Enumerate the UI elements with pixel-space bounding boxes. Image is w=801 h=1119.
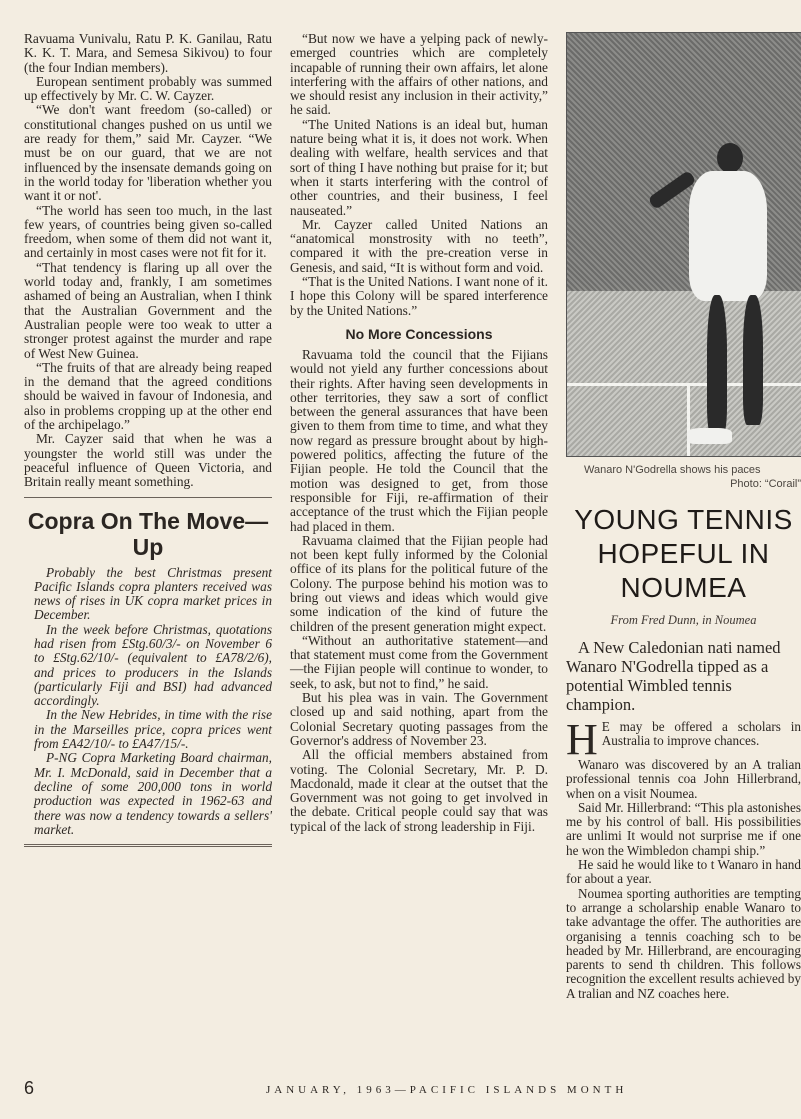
paragraph: He said he would like to t Wanaro in hand for about a year.	[566, 857, 801, 887]
divider	[24, 844, 272, 847]
player-leg	[743, 295, 763, 425]
player-shirt	[689, 171, 767, 301]
paragraph: European sentiment probably was summed up effectively by Mr. C. W. Cayzer.	[24, 73, 272, 104]
paragraph: Mr. Cayzer called United Nations an “anatomical monstrosity with no teeth”, compared it with the pre-creation verse in Genesis, and said, “It is without form and void.	[290, 216, 548, 275]
paragraph: Ravuama told the council that the Fijians would not yield any further concessions about their rights. After having seen developments in other territories, they saw a sort of conflict between the general assurances that have been given to them from time to time, and what they now regard as pressure brought about by high-powered politics, affecting the future of the Fijian people. He told the Council that the motion was designed to get, from those responsible for Fiji, re-affirmation of their acceptance of the trust which the Fijian people had placed in them.	[290, 346, 548, 534]
lead-paragraph: A New Caledonian nati named Wanaro N'Godrella tipped as a potential Wimbled tennis champion.	[566, 638, 781, 714]
paragraph: Noumea sporting authorities are tempting to arrange a scholarship enable Wanaro to take advantage the offer. The authorities are organising a tennis coaching sch to be headed by Mr. Hillerbrand, are encouraging parents to send th children. This follows recognition the excellent results achieved by A tralian and NZ coaches here.	[566, 885, 801, 1001]
paragraph: But his plea was in vain. The Government closed up and said nothing, apart from the Colonial Secretary quoting passages from the Governor's address of November 23.	[290, 690, 548, 748]
sidebar-paragraph: In the week before Christmas, quotations had risen from £Stg.60/3/- on November 6 to £Stg.62/10/- (equivalent to £A78/2/6), and prices to producers in the Islands (particularly Fiji and BSI) had advanced accordingly.	[34, 621, 272, 709]
sidebar-paragraph: In the New Hebrides, in time with the rise in the Marseilles price, copra prices went from £A42/10/- to £A47/15/-.	[34, 707, 272, 752]
player-shoe	[687, 428, 732, 444]
paragraph: “Without an authoritative statement—and that statement must come from the Government—the Fijian people will continue to wonder, to seek, to ask, but not to find,” he said.	[290, 632, 548, 691]
sidebar-paragraph: Probably the best Christmas present Pacific Islands copra planters received was news of rises in UK copra market prices in December.	[34, 564, 272, 623]
page-number: 6	[24, 1078, 35, 1098]
paragraph: Wanaro was discovered by an A tralian professional tennis coa John Hillerbrand, when on a visit Noumea.	[566, 757, 801, 801]
copra-sidebar	[24, 508, 272, 838]
court-line	[567, 383, 801, 386]
page-footer	[24, 1078, 801, 1106]
paragraph: Said Mr. Hillerbrand: “This pla astonishes me by his control of ball. His possibilities are unlimi It would not surprise me if one he won the Wimbledon champi ship.”	[566, 799, 801, 858]
running-head: JANUARY, 1963—PACIFIC ISLANDS MONTH	[266, 1084, 628, 1096]
court-line	[687, 386, 690, 456]
column-middle	[290, 32, 548, 834]
photo-caption	[566, 463, 801, 491]
paragraph: All the official members abstained from voting. The Colonial Secretary, Mr. P. D. Macdonald, made it clear at the outset that the Government was not going to get involved in the debate. Critical people could say that was typical of the lack of strong leadership in Fiji.	[290, 747, 548, 834]
sidebar-paragraph: P-NG Copra Marketing Board chairman, Mr. I. McDonald, said in December that a decline of some 200,000 tons in world production was expected in 1962-63 and there was now a tendency towards a sellers' market.	[34, 750, 272, 837]
player-leg	[707, 295, 727, 435]
paragraph: “That is the United Nations. I want none of it. I hope this Colony will be spared interference by the United Nations.”	[290, 274, 548, 318]
paragraph: “We don't want freedom (so-called) or constitutional changes pushed on us until we are ready for them,” said Mr. Cayzer. “We must be on our guard, that we are not influenced by the insensate demands going on in the world today for 'liberation whether you want it or not'.	[24, 102, 272, 204]
drop-cap: H	[566, 715, 598, 764]
paragraph: “The world has seen too much, in the last few years, of countries being given so-called freedom, when some of them did not want it, and certainly in most cases were not fit for it.	[24, 202, 272, 261]
paragraph: Ravuama Vunivalu, Ratu P. K. Ganilau, Ratu K. K. T. Mara, and Semesa Sikivou) to four (the four Indian members).	[24, 31, 272, 75]
column-left	[24, 32, 272, 847]
sidebar-title: Copra On The Move—Up	[27, 507, 269, 560]
column-right	[566, 32, 801, 1001]
byline: From Fred Dunn, in Noumea	[610, 613, 757, 627]
paragraph: “The fruits of that are already being reaped in the demand that the agreed conditions should be waived in favour of Indonesia, and also in problems cropping up at the other end of the archipelago.”	[24, 359, 272, 433]
tennis-court	[567, 291, 801, 456]
caption-text: Wanaro N'Godrella shows his paces	[584, 464, 761, 476]
photo-credit: Photo: “Corail”	[730, 478, 801, 490]
paragraph: “But now we have a yelping pack of newly-emerged countries which are completely incapable of running their own affairs, let alone interfering with the affairs of other nations, and we should resist any inclusion in their activity,” he said.	[290, 31, 548, 118]
paragraph: Ravuama claimed that the Fijian people had not been kept fully informed by the Colonial office of its plans for the political future of the Colony. The purpose behind his motion was to bring out views and ideas which would give some indication of the kind of future the children of the present generation might expect.	[290, 532, 548, 634]
paragraph: “The United Nations is an ideal but, human nature being what it is, it does not work. When dealing with welfare, health services and that sort of thing I have nothing but praise for it; but when it starts interfering with the control of other countries, and their business, I feel nauseated.”	[290, 116, 548, 218]
article-body	[566, 715, 801, 1001]
player-head	[717, 143, 743, 173]
subheading: No More Concessions	[345, 325, 493, 342]
paragraph-text: E may be offered a scholars in Australia to improve chances.	[601, 719, 801, 749]
paragraph: Mr. Cayzer said that when he was a youngster the world still was under the peaceful influence of Queen Victoria, and Britain really meant something.	[24, 431, 272, 490]
article-headline: YOUNG TENNIS HOPEFUL IN NOUMEA	[574, 504, 793, 603]
paragraph	[566, 715, 801, 764]
divider	[24, 497, 272, 498]
tennis-player-photo	[566, 32, 801, 457]
paragraph: “That tendency is flaring up all over the world today and, frankly, I am sometimes ashamed of being an Australian, when I think that the Australian Government and the Australian people were too weak to utter a stronger protest against the murder and rape of West New Guinea.	[24, 259, 272, 361]
